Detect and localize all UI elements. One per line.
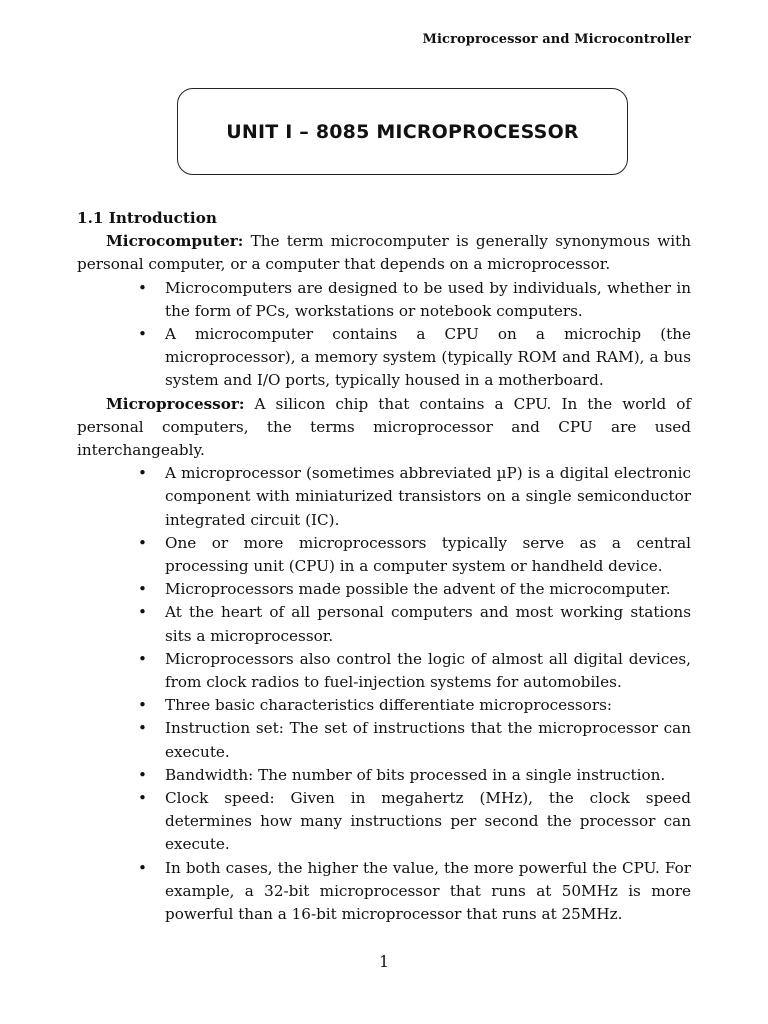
list-item: • Three basic characteristics differentiate microprocessors: bbox=[165, 694, 691, 717]
microprocessor-bullet-list bbox=[77, 462, 691, 926]
page-content bbox=[77, 207, 691, 926]
section-heading: 1.1 Introduction bbox=[77, 209, 217, 227]
list-item: • Microprocessors also control the logic of almost all digital devices, from clock radios to fuel-injection systems for automobiles. bbox=[165, 648, 691, 694]
running-header: Microprocessor and Microcontroller bbox=[422, 32, 691, 47]
unit-title-box bbox=[177, 88, 628, 175]
list-item: • At the heart of all personal computers and most working stations sits a microprocessor. bbox=[165, 601, 691, 647]
list-item: • Bandwidth: The number of bits processed in a single instruction. bbox=[165, 764, 691, 787]
list-item: • Microcomputers are designed to be used by individuals, whether in the form of PCs, workstations or notebook computers. bbox=[165, 277, 691, 323]
microprocessor-definition: A silicon chip that contains a CPU. In the world of personal computers, the terms microprocessor and CPU are used interchangeably. bbox=[77, 394, 691, 460]
list-item: • In both cases, the higher the value, the more powerful the CPU. For example, a 32-bit microprocessor that runs at 50MHz is more powerful than a 16-bit microprocessor that runs at 25MHz. bbox=[165, 857, 691, 927]
microcomputer-term: Microcomputer: bbox=[106, 232, 244, 251]
unit-title: UNIT I – 8085 MICROPROCESSOR bbox=[226, 120, 579, 143]
list-item: • A microcomputer contains a CPU on a microchip (the microprocessor), a memory system (typically ROM and RAM), a bus system and I/O ports, typically housed in a motherboard. bbox=[165, 323, 691, 393]
microcomputer-bullet-list bbox=[77, 277, 691, 393]
page-number: 1 bbox=[379, 953, 389, 971]
list-item: • A microprocessor (sometimes abbreviated µP) is a digital electronic component with miniaturized transistors on a single semiconductor integrated circuit (IC). bbox=[165, 462, 691, 532]
microprocessor-paragraph bbox=[77, 393, 691, 463]
list-item: • Microprocessors made possible the advent of the microcomputer. bbox=[165, 578, 691, 601]
microcomputer-paragraph bbox=[77, 230, 691, 276]
list-item: • Clock speed: Given in megahertz (MHz), the clock speed determines how many instructions per second the processor can execute. bbox=[165, 787, 691, 857]
microprocessor-term: Microprocessor: bbox=[106, 394, 245, 413]
list-item: • One or more microprocessors typically serve as a central processing unit (CPU) in a computer system or handheld device. bbox=[165, 532, 691, 578]
list-item: • Instruction set: The set of instructions that the microprocessor can execute. bbox=[165, 717, 691, 763]
microcomputer-definition: The term microcomputer is generally synonymous with personal computer, or a computer that depends on a microprocessor. bbox=[77, 232, 691, 274]
